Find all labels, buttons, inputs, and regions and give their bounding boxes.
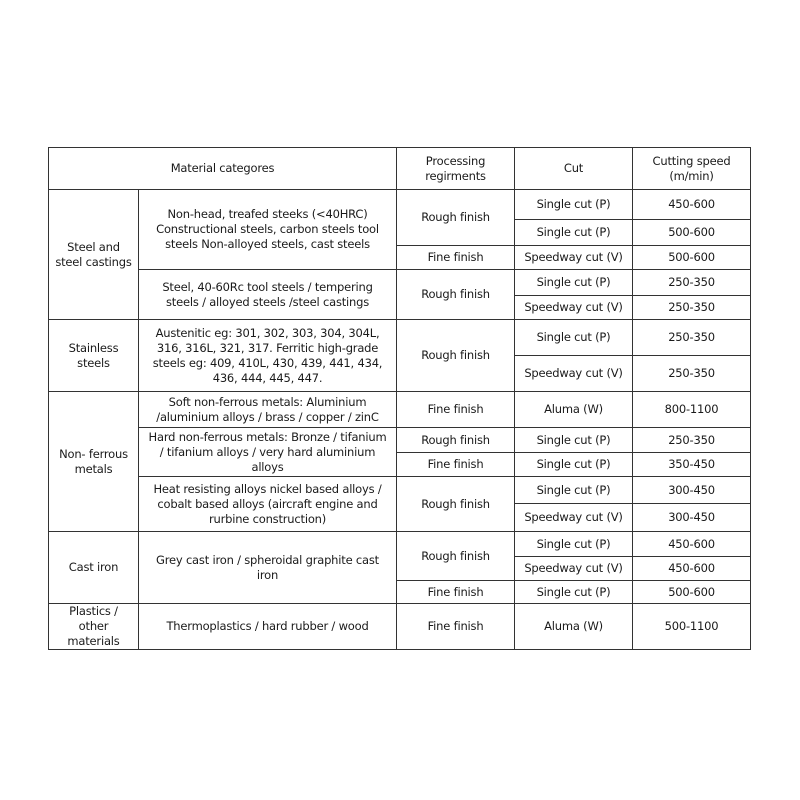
speed-cell: 500-600 (633, 246, 751, 270)
material-category-cell: Stainless steels (49, 320, 139, 392)
cut-cell: Aluma (W) (515, 604, 633, 650)
speed-cell: 350-450 (633, 453, 751, 477)
speed-cell: 300-450 (633, 504, 751, 532)
cut-cell: Single cut (P) (515, 428, 633, 453)
material-description-cell: Grey cast iron / spheroidal graphite cast iron (139, 532, 397, 604)
header-row (49, 148, 751, 190)
cut-cell: Speedway cut (V) (515, 504, 633, 532)
table-body (49, 190, 751, 650)
speed-cell: 250-350 (633, 356, 751, 392)
material-category-cell: Non- ferrous metals (49, 392, 139, 532)
cut-cell: Speedway cut (V) (515, 296, 633, 320)
speed-cell: 450-600 (633, 557, 751, 581)
speed-cell: 500-600 (633, 581, 751, 604)
cut-cell: Aluma (W) (515, 392, 633, 428)
table-row (49, 320, 751, 356)
processing-cell: Rough finish (397, 532, 515, 581)
table-row (49, 604, 751, 650)
cut-cell: Speedway cut (V) (515, 246, 633, 270)
material-description-cell: Heat resisting alloys nickel based alloys / cobalt based alloys (aircraft engine and rurbine construction) (139, 477, 397, 532)
cut-cell: Single cut (P) (515, 190, 633, 220)
processing-cell: Rough finish (397, 270, 515, 320)
speed-cell: 500-1100 (633, 604, 751, 650)
speed-cell: 250-350 (633, 296, 751, 320)
processing-cell: Rough finish (397, 428, 515, 453)
speed-cell: 250-350 (633, 320, 751, 356)
material-description-cell: Thermoplastics / hard rubber / wood (139, 604, 397, 650)
cut-cell: Single cut (P) (515, 453, 633, 477)
processing-cell: Fine finish (397, 453, 515, 477)
header-cut: Cut (515, 148, 633, 190)
cut-cell: Single cut (P) (515, 532, 633, 557)
header-cutting-speed: Cutting speed (m/min) (633, 148, 751, 190)
cutting-speed-table (48, 147, 751, 650)
table-row (49, 270, 751, 296)
processing-cell: Rough finish (397, 190, 515, 246)
speed-cell: 450-600 (633, 532, 751, 557)
processing-cell: Rough finish (397, 477, 515, 532)
table-row (49, 428, 751, 453)
speed-cell: 500-600 (633, 220, 751, 246)
cut-cell: Single cut (P) (515, 477, 633, 504)
speed-cell: 300-450 (633, 477, 751, 504)
speed-cell: 250-350 (633, 428, 751, 453)
header-processing: Processing regirments (397, 148, 515, 190)
processing-cell: Fine finish (397, 392, 515, 428)
speed-cell: 800-1100 (633, 392, 751, 428)
speed-cell: 450-600 (633, 190, 751, 220)
cut-cell: Single cut (P) (515, 220, 633, 246)
speed-cell: 250-350 (633, 270, 751, 296)
cut-cell: Speedway cut (V) (515, 356, 633, 392)
processing-cell: Fine finish (397, 246, 515, 270)
processing-cell: Rough finish (397, 320, 515, 392)
material-description-cell: Steel, 40-60Rc tool steels / tempering steels / alloyed steels /steel castings (139, 270, 397, 320)
table-row (49, 477, 751, 504)
cut-cell: Speedway cut (V) (515, 557, 633, 581)
material-category-cell: Plastics / other materials (49, 604, 139, 650)
material-description-cell: Non-head, treafed steeks (<40HRC) Constructional steels, carbon steels tool steels Non-alloyed steels, cast steels (139, 190, 397, 270)
material-description-cell: Soft non-ferrous metals: Aluminium /aluminium alloys / brass / copper / zinC (139, 392, 397, 428)
material-description-cell: Austenitic eg: 301, 302, 303, 304, 304L, 316, 316L, 321, 317. Ferritic high-grade steels eg: 409, 410L, 430, 439, 441, 434, 436, 444, 445, 447. (139, 320, 397, 392)
table-row (49, 532, 751, 557)
cut-cell: Single cut (P) (515, 270, 633, 296)
material-category-cell: Cast iron (49, 532, 139, 604)
cut-cell: Single cut (P) (515, 581, 633, 604)
header-material-categories: Material categores (49, 148, 397, 190)
table-row (49, 392, 751, 428)
material-category-cell: Steel and steel castings (49, 190, 139, 320)
table-row (49, 190, 751, 220)
cut-cell: Single cut (P) (515, 320, 633, 356)
material-description-cell: Hard non-ferrous metals: Bronze / tifanium / tifanium alloys / very hard aluminium alloys (139, 428, 397, 477)
processing-cell: Fine finish (397, 581, 515, 604)
processing-cell: Fine finish (397, 604, 515, 650)
